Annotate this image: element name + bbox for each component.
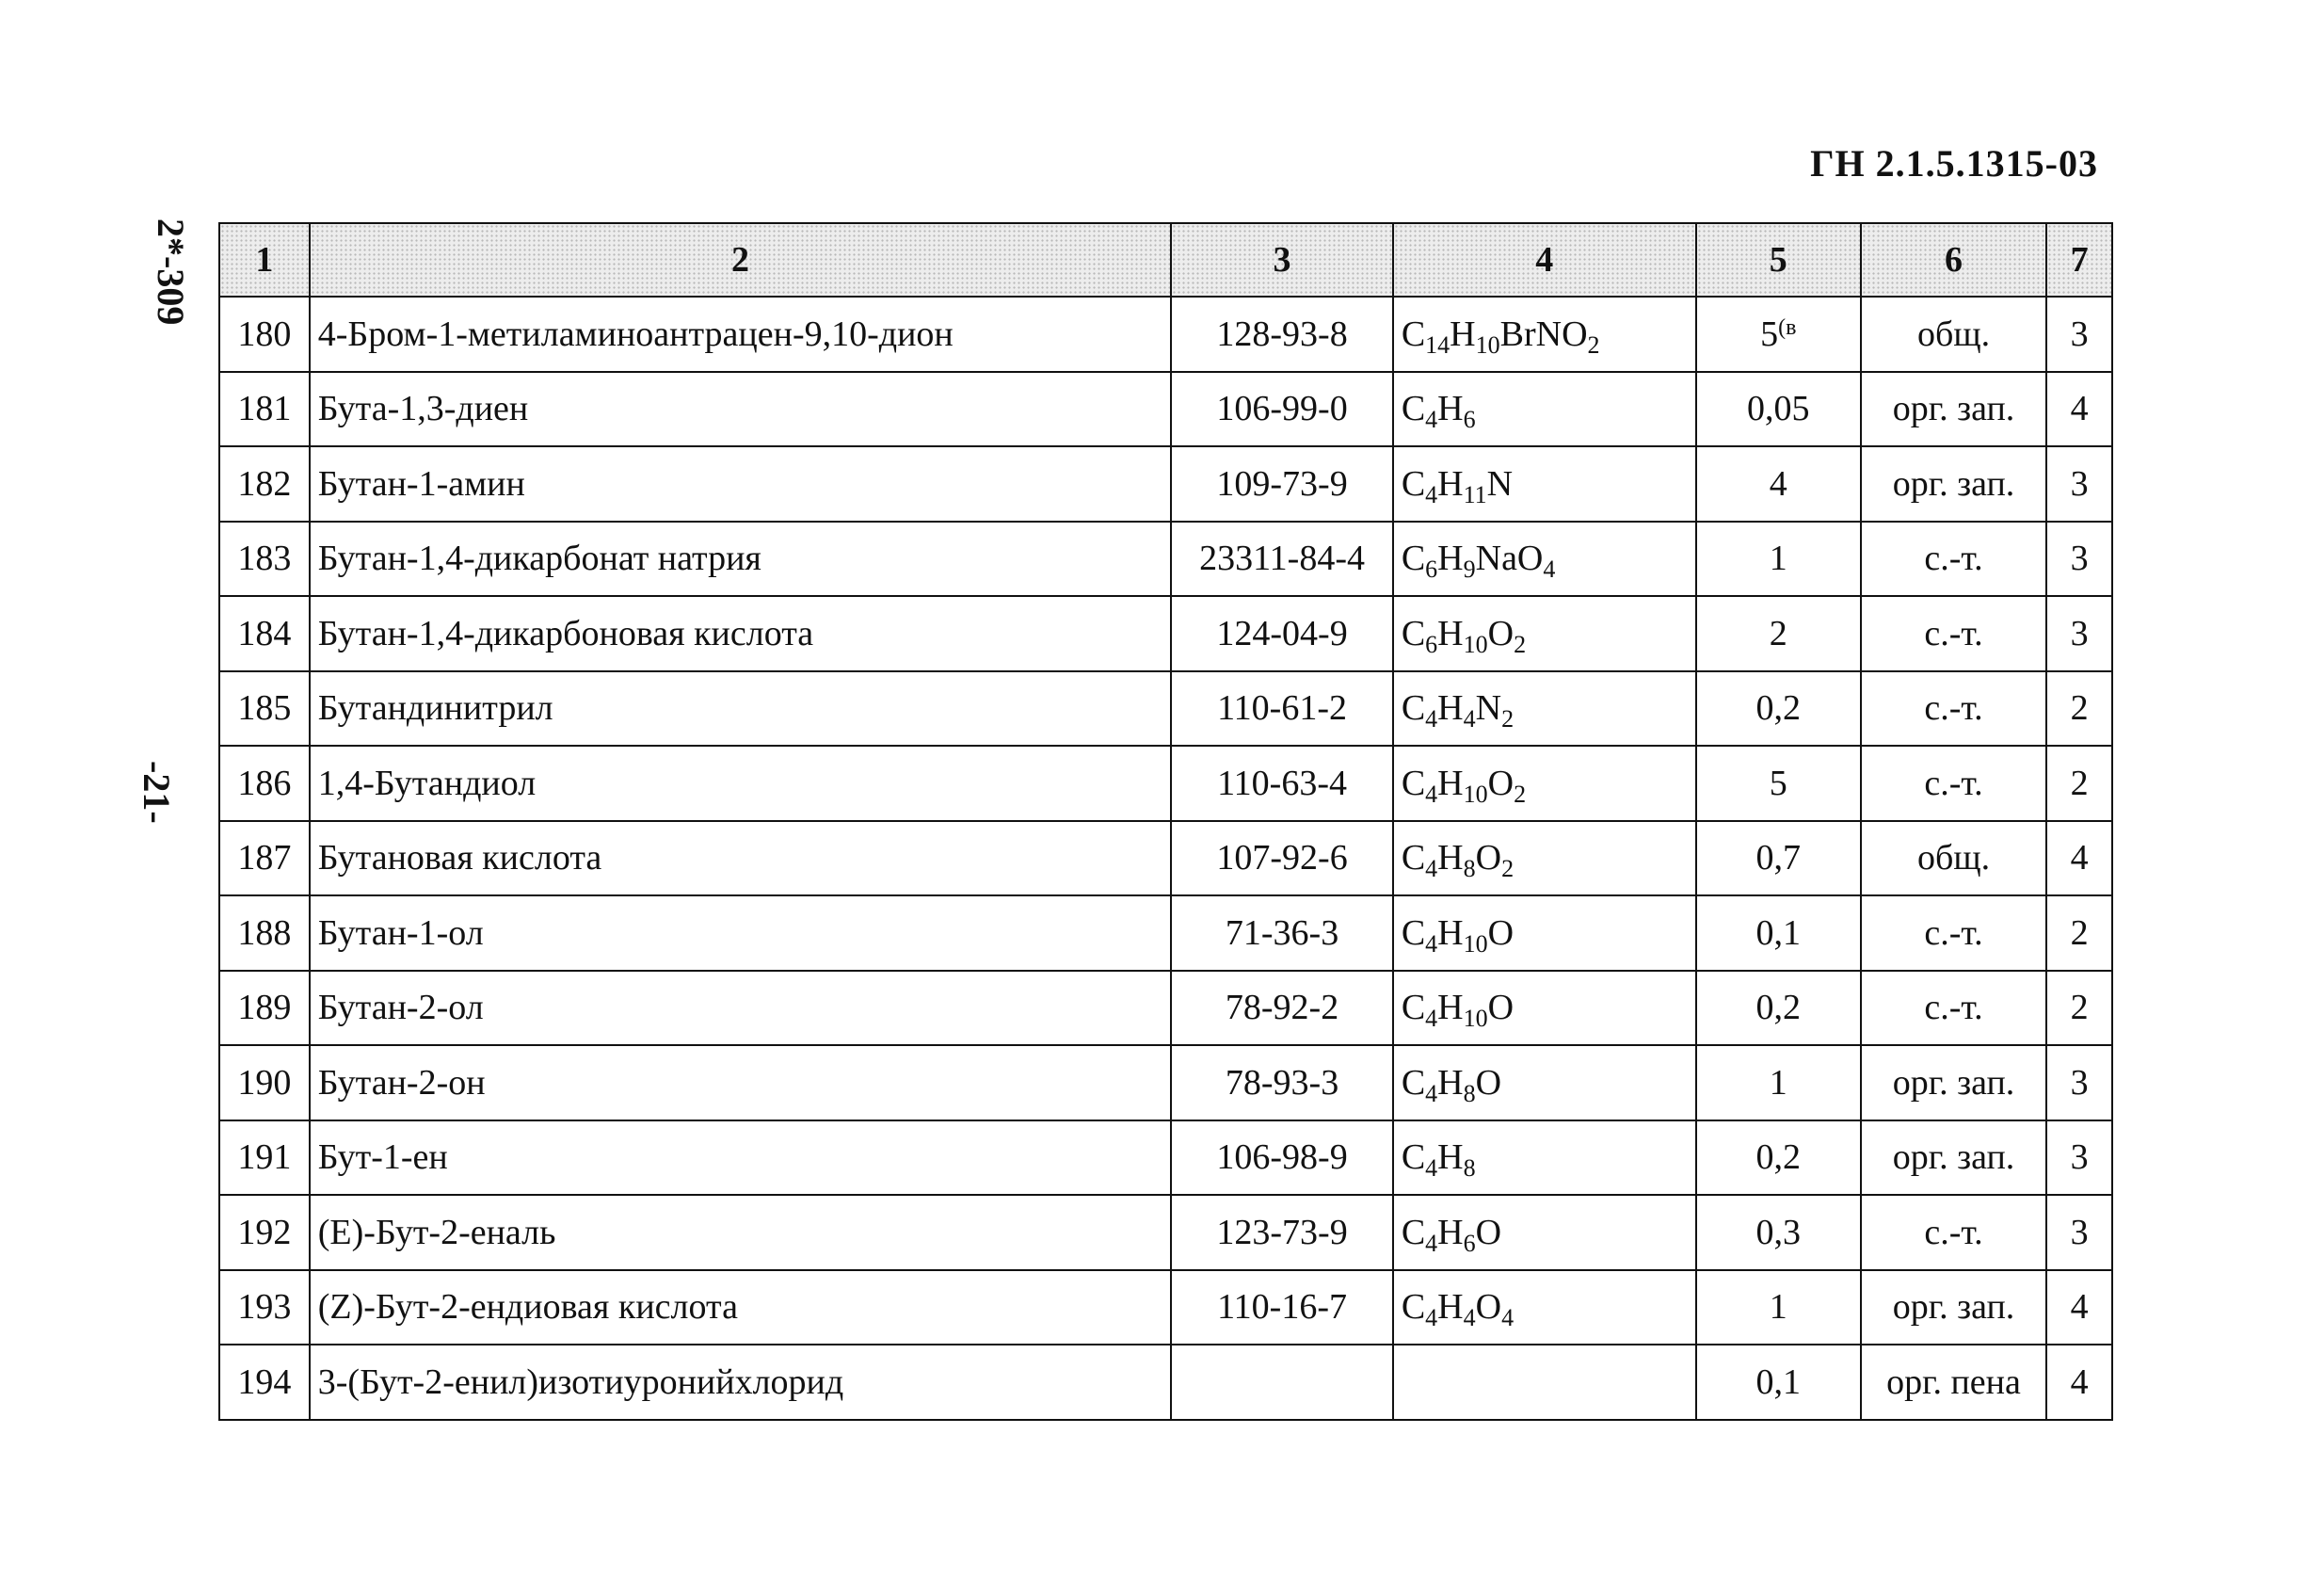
row-number: 186	[219, 746, 310, 821]
limit-value: 0,1	[1696, 1345, 1861, 1420]
row-number: 193	[219, 1270, 310, 1345]
hazard-sign: орг. пена	[1861, 1345, 2047, 1420]
hazard-sign: с.-т.	[1861, 596, 2047, 671]
hazard-class: 2	[2046, 971, 2112, 1046]
cas-number: 106-98-9	[1171, 1120, 1393, 1196]
cas-number: 110-61-2	[1171, 671, 1393, 747]
chemical-formula: $C_4H_4O_4$	[1393, 1270, 1696, 1345]
row-number: 180	[219, 297, 310, 372]
cas-number: 78-93-3	[1171, 1045, 1393, 1120]
hazard-sign: с.-т.	[1861, 971, 2047, 1046]
chemical-formula: $C_4H_8$	[1393, 1120, 1696, 1196]
chemical-formula: $C_4H_{10}O$	[1393, 971, 1696, 1046]
table-row	[219, 895, 2112, 971]
row-number: 183	[219, 522, 310, 597]
substance-name: Бутан-1,4-дикарбоновая кислота	[310, 596, 1172, 671]
hazard-sign: с.-т.	[1861, 522, 2047, 597]
chemical-formula	[1393, 1345, 1696, 1420]
header-row	[219, 223, 2112, 297]
hazard-sign: орг. зап.	[1861, 1120, 2047, 1196]
hazard-class: 3	[2046, 1120, 2112, 1196]
chemical-formula: $C_4H_8O_2$	[1393, 821, 1696, 896]
sheet-code: 2*-309	[150, 218, 192, 326]
cas-number: 78-92-2	[1171, 971, 1393, 1046]
cas-number: 124-04-9	[1171, 596, 1393, 671]
column-header: 4	[1393, 223, 1696, 297]
hazard-class: 3	[2046, 522, 2112, 597]
limit-value: 5	[1696, 746, 1861, 821]
table-row	[219, 372, 2112, 447]
chemical-formula: $C_4H_{10}O$	[1393, 895, 1696, 971]
chemical-formula: $C_6H_9NaO_4$	[1393, 522, 1696, 597]
chemical-formula: $C_4H_{11}N$	[1393, 446, 1696, 522]
chemical-formula: $C_4H_6$	[1393, 372, 1696, 447]
page-number: -21-	[136, 761, 178, 824]
hazard-class: 2	[2046, 895, 2112, 971]
row-number: 181	[219, 372, 310, 447]
cas-number: 123-73-9	[1171, 1195, 1393, 1270]
substance-name: Бутан-1-амин	[310, 446, 1172, 522]
table-row	[219, 1270, 2112, 1345]
limit-value: 0,05	[1696, 372, 1861, 447]
hazard-class: 4	[2046, 1345, 2112, 1420]
substance-name: Бутановая кислота	[310, 821, 1172, 896]
cas-number	[1171, 1345, 1393, 1420]
hazard-sign: общ.	[1861, 821, 2047, 896]
hazard-class: 3	[2046, 596, 2112, 671]
hazard-class: 3	[2046, 1045, 2112, 1120]
hazard-sign: орг. зап.	[1861, 1045, 2047, 1120]
hazard-class: 2	[2046, 746, 2112, 821]
hazard-sign: общ.	[1861, 297, 2047, 372]
table-row	[219, 821, 2112, 896]
cas-number: 109-73-9	[1171, 446, 1393, 522]
row-number: 184	[219, 596, 310, 671]
column-header: 2	[310, 223, 1172, 297]
hazard-sign: орг. зап.	[1861, 446, 2047, 522]
table-row	[219, 297, 2112, 372]
cas-number: 110-16-7	[1171, 1270, 1393, 1345]
hazard-sign: с.-т.	[1861, 746, 2047, 821]
table-row	[219, 1195, 2112, 1270]
substance-name: 3-(Бут-2-енил)изотиуронийхлорид	[310, 1345, 1172, 1420]
substance-table	[218, 222, 2113, 1421]
row-number: 194	[219, 1345, 310, 1420]
hazard-sign: орг. зап.	[1861, 372, 2047, 447]
cas-number: 23311-84-4	[1171, 522, 1393, 597]
row-number: 191	[219, 1120, 310, 1196]
table-row	[219, 746, 2112, 821]
row-number: 187	[219, 821, 310, 896]
table-row	[219, 596, 2112, 671]
chemical-formula: $C_{14}H_{10}BrNO_2$	[1393, 297, 1696, 372]
limit-value: 1	[1696, 522, 1861, 597]
chemical-formula: $C_4H_6O$	[1393, 1195, 1696, 1270]
cas-number: 128-93-8	[1171, 297, 1393, 372]
hazard-class: 3	[2046, 1195, 2112, 1270]
chemical-formula: $C_4H_8O$	[1393, 1045, 1696, 1120]
limit-value: 4	[1696, 446, 1861, 522]
hazard-class: 3	[2046, 446, 2112, 522]
row-number: 188	[219, 895, 310, 971]
table-row	[219, 446, 2112, 522]
substance-name: (E)-Бут-2-еналь	[310, 1195, 1172, 1270]
table-row	[219, 971, 2112, 1046]
substance-name: 4-Бром-1-метиламиноантрацен-9,10-дион	[310, 297, 1172, 372]
row-number: 189	[219, 971, 310, 1046]
limit-value: 1	[1696, 1270, 1861, 1345]
limit-value: 0,3	[1696, 1195, 1861, 1270]
chemical-formula: $C_4H_{10}O_2$	[1393, 746, 1696, 821]
limit-value: 0,1	[1696, 895, 1861, 971]
cas-number: 110-63-4	[1171, 746, 1393, 821]
chemical-formula: $C_4H_4N_2$	[1393, 671, 1696, 747]
row-number: 185	[219, 671, 310, 747]
substance-name: Бута-1,3-диен	[310, 372, 1172, 447]
table-row	[219, 671, 2112, 747]
row-number: 190	[219, 1045, 310, 1120]
substance-name: 1,4-Бутандиол	[310, 746, 1172, 821]
document-code: ГН 2.1.5.1315-03	[1810, 142, 2098, 185]
chemical-formula: $C_6H_{10}O_2$	[1393, 596, 1696, 671]
hazard-sign: с.-т.	[1861, 895, 2047, 971]
hazard-sign: с.-т.	[1861, 671, 2047, 747]
substance-name: Бутан-2-ол	[310, 971, 1172, 1046]
hazard-class: 3	[2046, 297, 2112, 372]
limit-value: $5^{(в}$	[1696, 297, 1861, 372]
row-number: 182	[219, 446, 310, 522]
hazard-class: 4	[2046, 372, 2112, 447]
substance-name: Бутан-2-он	[310, 1045, 1172, 1120]
limit-value: 0,2	[1696, 671, 1861, 747]
substance-name: Бутандинитрил	[310, 671, 1172, 747]
substance-name: Бут-1-ен	[310, 1120, 1172, 1196]
column-header: 6	[1861, 223, 2047, 297]
column-header: 5	[1696, 223, 1861, 297]
cas-number: 106-99-0	[1171, 372, 1393, 447]
limit-value: 2	[1696, 596, 1861, 671]
column-header: 1	[219, 223, 310, 297]
substance-name: (Z)-Бут-2-ендиовая кислота	[310, 1270, 1172, 1345]
table-row	[219, 1345, 2112, 1420]
table-row	[219, 1120, 2112, 1196]
hazard-sign: с.-т.	[1861, 1195, 2047, 1270]
limit-value: 0,2	[1696, 971, 1861, 1046]
table-row	[219, 522, 2112, 597]
hazard-class: 4	[2046, 1270, 2112, 1345]
substance-name: Бутан-1,4-дикарбонат натрия	[310, 522, 1172, 597]
table-body	[219, 297, 2112, 1420]
limit-value: 1	[1696, 1045, 1861, 1120]
column-header: 3	[1171, 223, 1393, 297]
limit-value: 0,7	[1696, 821, 1861, 896]
table-row	[219, 1045, 2112, 1120]
limit-value: 0,2	[1696, 1120, 1861, 1196]
cas-number: 107-92-6	[1171, 821, 1393, 896]
row-number: 192	[219, 1195, 310, 1270]
hazard-class: 2	[2046, 671, 2112, 747]
hazard-sign: орг. зап.	[1861, 1270, 2047, 1345]
hazard-class: 4	[2046, 821, 2112, 896]
substance-name: Бутан-1-ол	[310, 895, 1172, 971]
column-header: 7	[2046, 223, 2112, 297]
cas-number: 71-36-3	[1171, 895, 1393, 971]
